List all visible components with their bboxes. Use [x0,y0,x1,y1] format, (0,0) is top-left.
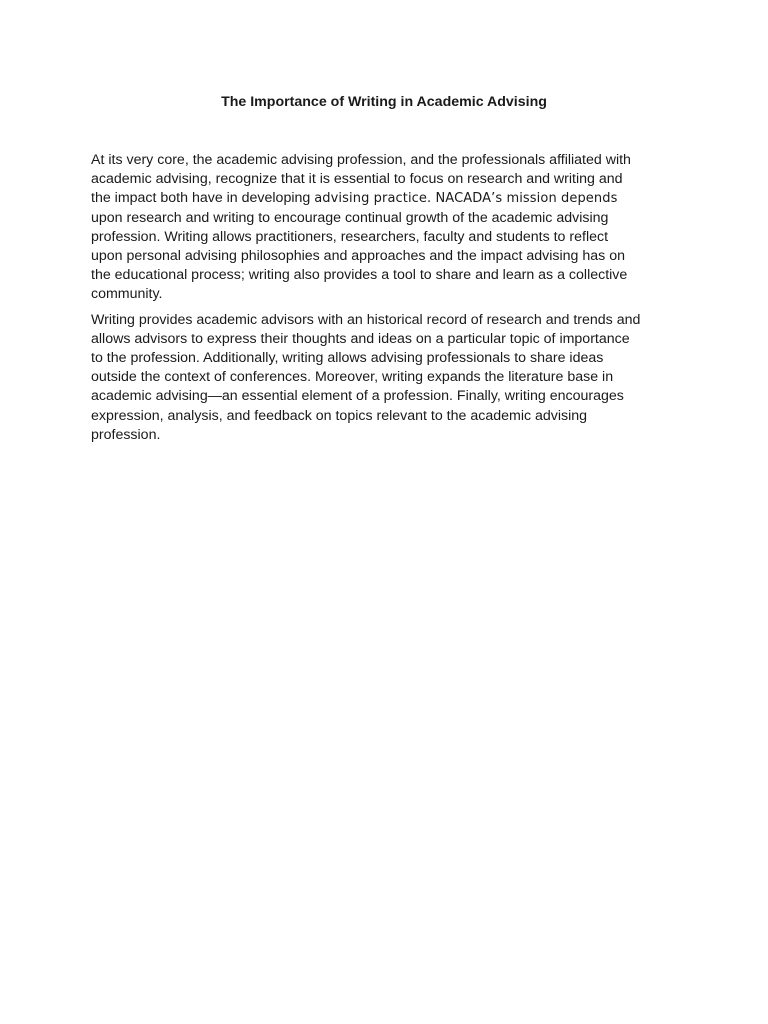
paragraph-2-line-7: profession. [91,426,161,443]
paragraph-1-line-2: academic advising, recognize that it is essential to focus on research and writing and [91,171,623,188]
paragraph-1-line-3-start: the impact both have in developing [91,190,315,207]
paragraph-2-line-2: allows advisors to express their thoughts and ideas on a particular topic of importance [91,330,630,347]
paragraph-1-line-7: the educational process; writing also provides a tool to share and learn as a collective [91,267,628,284]
paragraph-1-line-8: community. [91,286,163,303]
paragraph-1-line-6: upon personal advising philosophies and approaches and the impact advising has on [91,248,625,265]
paragraph-2-line-3: to the profession. Additionally, writing allows advising professionals to share ideas [91,350,604,367]
paragraph-2 [91,311,691,445]
paragraph-1-line-3 [91,189,691,208]
paragraph-1-line-1: At its very core, the academic advising profession, and the professionals affiliated with [91,152,631,168]
document-body [91,151,691,445]
paragraph-2-line-4: outside the context of conferences. Moreover, writing expands the literature base in [91,369,614,386]
document-title: The Importance of Writing in Academic Advising [221,94,547,110]
paragraph-2-line-5: academic advising—an essential element of a profession. Finally, writing encourages [91,388,624,405]
paragraph-1-line-4: upon research and writing to encourage continual growth of the academic advising [91,209,609,226]
paragraph-1-line-3-alt-font: advising practice. NACADA’s mission depends [314,191,618,207]
paragraph-2-line-1: Writing provides academic advisors with an historical record of research and trends and [91,311,641,328]
paragraph-1-line-5: profession. Writing allows practitioners, researchers, faculty and students to reflect [91,228,609,245]
paragraph-1 [91,151,691,305]
paragraph-2-line-6: expression, analysis, and feedback on topics relevant to the academic advising [91,407,588,424]
